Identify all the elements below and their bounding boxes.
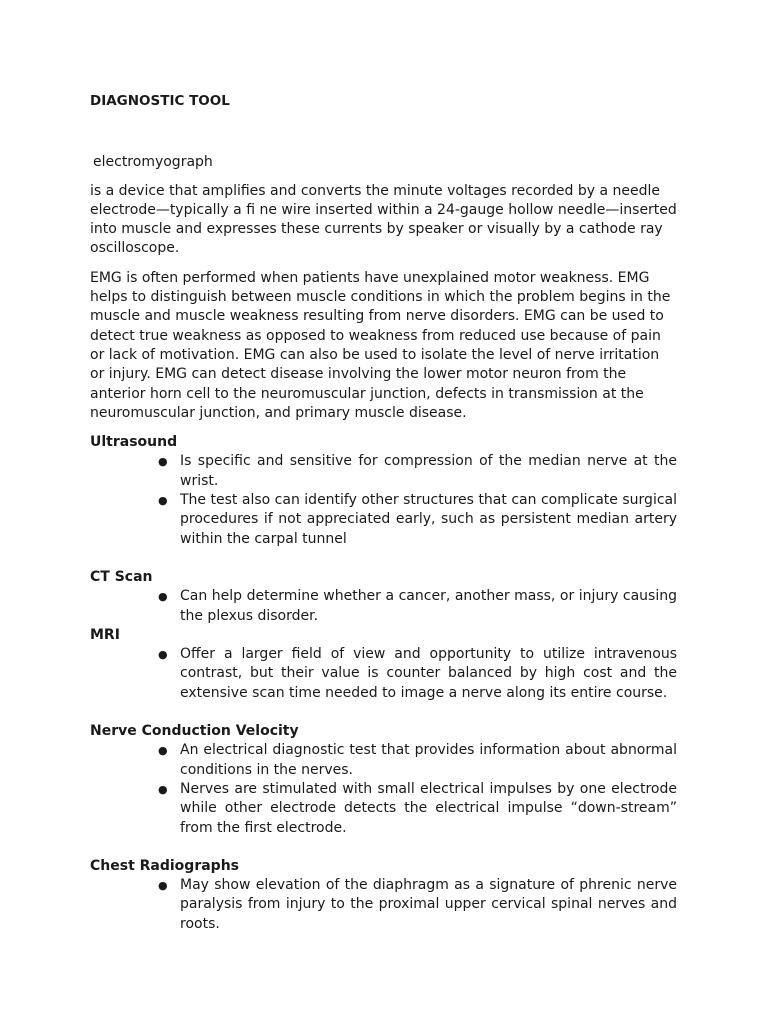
- bullet-icon: ●: [158, 455, 168, 469]
- bullet-icon: ●: [158, 648, 168, 662]
- list-item: ● An electrical diagnostic test that provides information about abnormal conditions in the nerves.: [158, 742, 677, 778]
- term-heading: electromyograph: [93, 154, 213, 171]
- section-mri: [90, 626, 677, 703]
- section-ultrasound: [90, 433, 677, 549]
- bullet-list: [90, 587, 677, 626]
- section-title-nerve-conduction-velocity: Nerve Conduction Velocity: [90, 723, 299, 740]
- list-item: ● Nerves are stimulated with small electrical impulses by one electrode while other electrode detects the electrical impulse “down-stream” from the first electrode.: [158, 780, 677, 836]
- bullet-list: [90, 741, 677, 837]
- bullet-icon: ●: [158, 744, 168, 758]
- list-item: ● Offer a larger field of view and opportunity to utilize intravenous contrast, but their value is counter balanced by high cost and the extensive scan time needed to image a nerve along its entire course.: [158, 646, 677, 701]
- bullet-icon: ●: [158, 590, 168, 604]
- bullet-list: [90, 876, 677, 934]
- bullet-icon: ●: [158, 494, 168, 508]
- list-item: ● Is specific and sensitive for compression of the median nerve at the wrist.: [158, 453, 677, 489]
- definition-paragraph: is a device that amplifies and converts the minute voltages recorded by a needle electrode—typically a fi ne wire inserted within a 24-gauge hollow needle—inserted into muscle and expresses these currents by speaker or visually by a cathode ray oscilloscope.: [90, 182, 677, 257]
- section-title-ultrasound: Ultrasound: [90, 434, 178, 451]
- section-title-chest-radiographs: Chest Radiographs: [90, 857, 239, 874]
- document-title: DIAGNOSTIC TOOL: [90, 93, 230, 109]
- emg-paragraph: EMG is often performed when patients have unexplained motor weakness. EMG helps to distinguish between muscle conditions in which the problem begins in the muscle and muscle weakness resulting from nerve disorders. EMG can be used to detect true weakness as opposed to weakness from reduced use because of pain or lack of motivation. EMG can also be used to isolate the level of nerve irritation or injury. EMG can detect disease involving the lower motor neuron from the anterior horn cell to the neuromuscular junction, defects in transmission at the neuromuscular junction, and primary muscle disease.: [90, 269, 671, 421]
- bullet-list: [90, 645, 677, 703]
- section-title-mri: MRI: [90, 626, 120, 643]
- list-item: ● Can help determine whether a cancer, another mass, or injury causing the plexus disorder.: [158, 588, 677, 624]
- bullet-list: [90, 452, 677, 548]
- document-page: [90, 92, 677, 934]
- list-item: ● May show elevation of the diaphragm as a signature of phrenic nerve paralysis from injury to the proximal upper cervical spinal nerves and roots.: [158, 877, 677, 932]
- section-nerve-conduction-velocity: [90, 722, 677, 838]
- section-ct-scan: [90, 568, 677, 626]
- bullet-icon: ●: [158, 879, 168, 893]
- list-item: ● The test also can identify other structures that can complicate surgical procedures if not appreciated early, such as persistent median artery within the carpal tunnel: [158, 492, 677, 547]
- section-chest-radiographs: [90, 857, 677, 934]
- section-title-ct-scan: CT Scan: [90, 568, 153, 585]
- bullet-icon: ●: [158, 782, 168, 796]
